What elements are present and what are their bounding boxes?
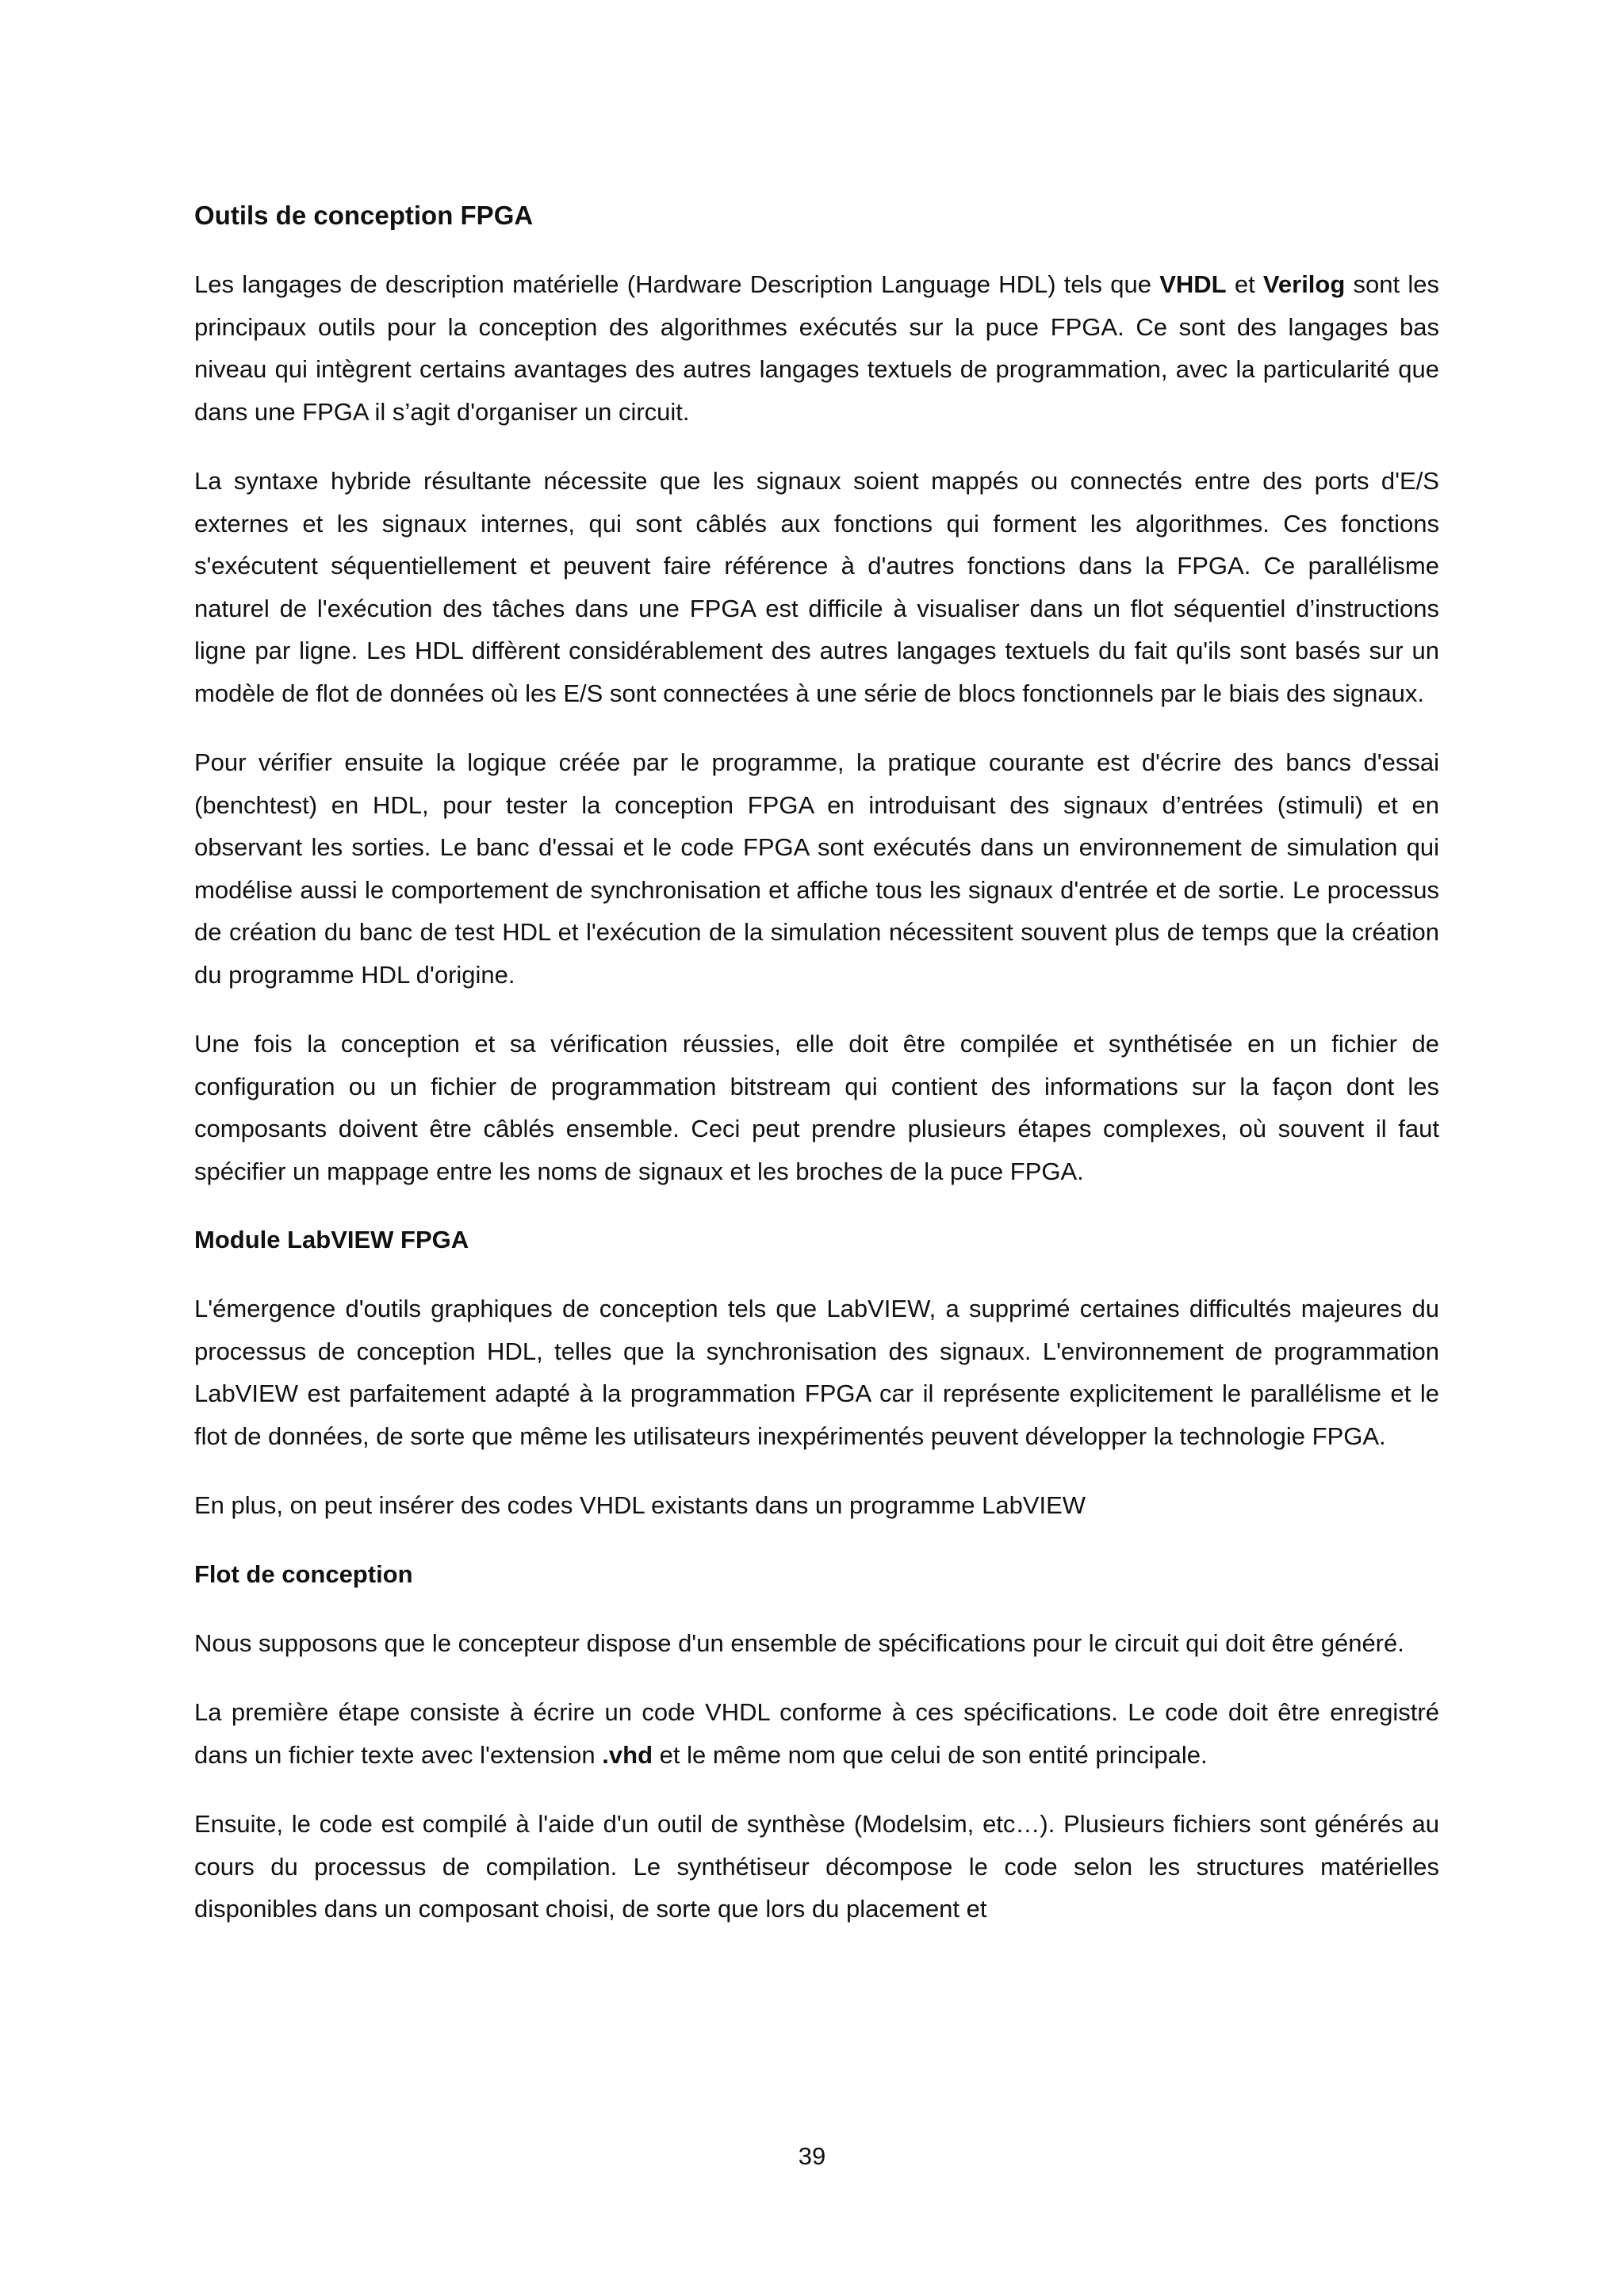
text-run: La première étape consiste à écrire un code VHDL conforme à ces spécifications. Le code doit être enregistré dans un fichier texte avec l'extension xyxy=(194,1698,1439,1769)
paragraph-hdl-languages xyxy=(194,263,1439,433)
paragraph-compilation: Une fois la conception et sa vérification réussies, elle doit être compilée et synthétisée en un fichier de configuration ou un fichier de programmation bitstream qui contient des informations sur la façon dont les composants doivent être câblés ensemble. Ceci peut prendre plusieurs étapes complexes, où souvent il faut spécifier un mappage entre les noms de signaux et les broches de la puce FPGA. xyxy=(194,1030,1439,1185)
text-run: Les langages de description matérielle (Hardware Description Language HDL) tels que xyxy=(194,270,1160,298)
paragraph-first-step xyxy=(194,1691,1439,1776)
paragraph-synthesis: Ensuite, le code est compilé à l'aide d'un outil de synthèse (Modelsim, etc…). Plusieurs fichiers sont générés au cours du processus de compilation. Le synthétiseur décompose le code selon les structures matérielles disponibles dans un composant choisi, de sorte que lors du placement et xyxy=(194,1810,1439,1923)
paragraph-testbench: Pour vérifier ensuite la logique créée par le programme, la pratique courante est d'écrire des bancs d'essai (benchtest) en HDL, pour tester la conception FPGA en introduisant des signaux d’entrées (stimuli) et en observant les sorties. Le banc d'essai et le code FPGA sont exécutés dans un environnement de simulation qui modélise aussi le comportement de synchronisation et affiche tous les signaux d'entrée et de sortie. Le processus de création du banc de test HDL et l'exécution de la simulation nécessitent souvent plus de temps que la création du programme HDL d'origine. xyxy=(194,748,1439,989)
paragraph-vhdl-insertion: En plus, on peut insérer des codes VHDL existants dans un programme LabVIEW xyxy=(194,1491,1086,1519)
bold-term-verilog: Verilog xyxy=(1262,270,1346,298)
section-heading-outils: Outils de conception FPGA xyxy=(194,201,534,230)
paragraph-hybrid-syntax: La syntaxe hybride résultante nécessite que les signaux soient mappés ou connectés entre des ports d'E/S externes et les signaux internes, qui sont câblés aux fonctions qui forment les algorithmes. Ces fonctions s'exécutent séquentiellement et peuvent faire référence à d'autres fonctions dans la FPGA. Ce parallélisme naturel de l'exécution des tâches dans une FPGA est difficile à visualiser dans un flot séquentiel d’instructions ligne par ligne. Les HDL diffèrent considérablement des autres langages textuels du fait qu'ils sont basés sur un modèle de flot de données où les E/S sont connectées à une série de blocs fonctionnels par le biais des signaux. xyxy=(194,467,1439,707)
text-run: sont les principaux outils pour la conception des algorithmes exécutés sur la puce FPGA. Ce sont des langages bas niveau qui intègrent certains avantages des autres langages textuels de programmation, avec la particularité que dans une FPGA il s’agit d'organiser un circuit. xyxy=(194,270,1439,426)
paragraph-graphical-tools: L'émergence d'outils graphiques de conception tels que LabVIEW, a supprimé certaines difficultés majeures du processus de conception HDL, telles que la synchronisation des signaux. L'environnement de programmation LabVIEW est parfaitement adapté à la programmation FPGA car il représente explicitement le parallélisme et le flot de données, de sorte que même les utilisateurs inexpérimentés peuvent développer la technologie FPGA. xyxy=(194,1295,1439,1450)
section-heading-flot: Flot de conception xyxy=(194,1559,413,1588)
paragraph-specifications: Nous supposons que le concepteur dispose d'un ensemble de spécifications pour le circuit qui doit être généré. xyxy=(194,1628,1404,1657)
bold-term-vhd-extension: .vhd xyxy=(602,1740,653,1769)
bold-term-vhdl: VHDL xyxy=(1159,270,1227,298)
page-number: 39 xyxy=(798,2142,826,2170)
text-run: et xyxy=(1226,270,1263,298)
document-page xyxy=(194,195,1439,1931)
text-run: et le même nom que celui de son entité principale. xyxy=(653,1740,1208,1769)
section-heading-labview: Module LabVIEW FPGA xyxy=(194,1226,469,1253)
